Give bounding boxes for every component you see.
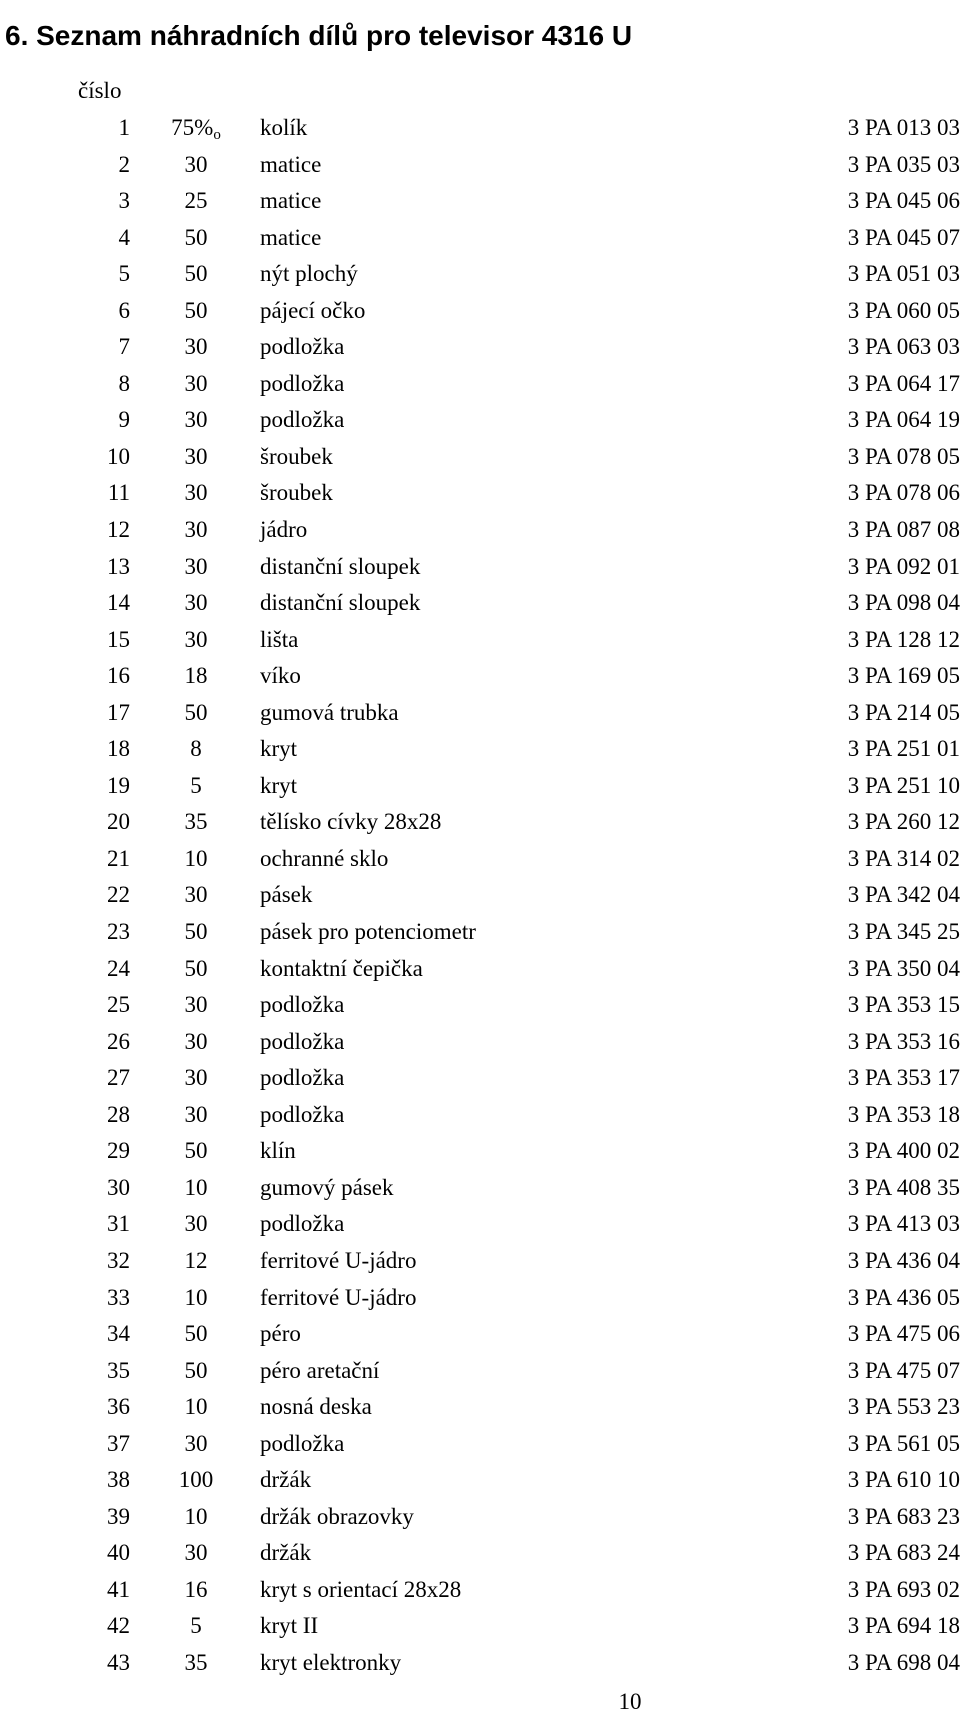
row-part-code: 3 PA 128 12 [847, 626, 960, 652]
row-part-name: péro [260, 1321, 301, 1347]
row-number: 17 [107, 699, 130, 725]
row-part-name: nosná deska [260, 1394, 372, 1420]
row-quantity [165, 1353, 227, 1389]
row-number: 35 [107, 1357, 130, 1383]
row-quantity [165, 475, 227, 511]
row-quantity [165, 1572, 227, 1608]
row-part-code: 3 PA 553 23 [847, 1394, 960, 1420]
row-quantity-value: 30 [184, 992, 208, 1018]
row-quantity-value: 35 [184, 809, 208, 835]
row-quantity [165, 731, 227, 767]
row-part-code: 3 PA 350 04 [847, 955, 960, 981]
table-row [0, 585, 960, 622]
row-quantity [165, 914, 227, 950]
row-quantity-value: 50 [184, 1357, 208, 1383]
table-row [0, 512, 960, 549]
row-quantity [165, 329, 227, 365]
row-part-name: lišta [260, 626, 299, 652]
table-row [0, 1389, 960, 1426]
row-quantity [165, 1462, 227, 1498]
row-part-code: 3 PA 045 06 [847, 188, 960, 214]
row-number: 1 [118, 115, 130, 140]
table-row [0, 1060, 960, 1097]
row-quantity [165, 804, 227, 840]
row-quantity [165, 1097, 227, 1133]
row-quantity-value: 30 [184, 626, 208, 652]
row-part-code: 3 PA 078 06 [847, 480, 960, 506]
table-row [0, 147, 960, 184]
row-part-name: gumový pásek [260, 1174, 394, 1200]
row-quantity-value: 30 [184, 590, 208, 616]
row-quantity [165, 439, 227, 475]
row-number: 6 [118, 297, 130, 323]
row-quantity-value: 30 [184, 1101, 208, 1127]
page-number: 10 [618, 1689, 642, 1714]
row-part-name: držák [260, 1467, 312, 1493]
row-part-name: kryt elektronky [260, 1649, 402, 1675]
row-part-name: kryt II [260, 1613, 319, 1639]
row-part-code: 3 PA 408 35 [847, 1174, 960, 1200]
row-quantity-value: 18 [184, 663, 208, 689]
table-row [0, 183, 960, 220]
table-row [0, 293, 960, 330]
table-row [0, 1353, 960, 1390]
row-number: 42 [107, 1613, 130, 1639]
row-quantity-value: 30 [184, 334, 208, 360]
row-quantity-value: 10 [184, 1503, 208, 1529]
row-part-code: 3 PA 353 16 [847, 1028, 960, 1054]
row-part-code: 3 PA 092 01 [847, 553, 960, 579]
row-quantity-value: 30 [184, 553, 208, 579]
table-row [0, 329, 960, 366]
row-part-name: ferritové U-jádro [260, 1284, 417, 1310]
row-quantity-value: 5 [190, 1613, 202, 1639]
row-part-name: matice [260, 151, 322, 177]
row-quantity [165, 877, 227, 913]
row-quantity-value: 10 [184, 845, 208, 871]
row-quantity [165, 1389, 227, 1425]
table-row [0, 1316, 960, 1353]
row-part-name: distanční sloupek [260, 590, 421, 616]
row-quantity [165, 1024, 227, 1060]
row-part-name: ochranné sklo [260, 845, 389, 871]
row-quantity-value: 8 [190, 736, 202, 762]
row-quantity-value: 30 [184, 407, 208, 433]
table-row [0, 768, 960, 805]
row-part-code: 3 PA 251 10 [847, 772, 960, 798]
row-number: 41 [107, 1576, 130, 1602]
row-part-code: 3 PA 353 15 [847, 992, 960, 1018]
table-row [0, 366, 960, 403]
row-quantity [165, 622, 227, 658]
row-quantity [165, 695, 227, 731]
row-quantity-value: 30 [184, 1028, 208, 1054]
row-number: 9 [118, 407, 130, 433]
table-row [0, 549, 960, 586]
row-quantity-value: 30 [184, 1211, 208, 1237]
row-quantity [165, 293, 227, 329]
row-quantity [165, 1206, 227, 1242]
row-quantity-value: 35 [184, 1649, 208, 1675]
row-part-name: pájecí očko [260, 297, 366, 323]
table-row [0, 1024, 960, 1061]
row-number: 24 [107, 955, 130, 981]
table-row [0, 1645, 960, 1682]
row-quantity [165, 220, 227, 256]
row-part-name: podložka [260, 370, 345, 396]
row-part-name: šroubek [260, 443, 333, 469]
row-part-code: 3 PA 260 12 [847, 809, 960, 835]
table-row [0, 256, 960, 293]
row-quantity [165, 402, 227, 438]
row-quantity-value: 30 [184, 1540, 208, 1566]
row-quantity [165, 1133, 227, 1169]
row-part-name: podložka [260, 407, 345, 433]
table-row [0, 1170, 960, 1207]
row-number: 2 [118, 151, 130, 177]
row-part-code: 3 PA 353 17 [847, 1065, 960, 1091]
row-quantity [165, 1170, 227, 1206]
row-part-code: 3 PA 694 18 [847, 1613, 960, 1639]
row-part-code: 3 PA 683 24 [847, 1540, 960, 1566]
row-part-code: 3 PA 436 05 [847, 1284, 960, 1310]
row-quantity-value: 50 [184, 297, 208, 323]
table-row [0, 658, 960, 695]
row-quantity [165, 1280, 227, 1316]
row-part-code: 3 PA 400 02 [847, 1138, 960, 1164]
row-part-code: 3 PA 051 03 [847, 261, 960, 287]
row-part-name: podložka [260, 1101, 345, 1127]
row-number: 34 [107, 1321, 130, 1347]
row-part-code: 3 PA 045 07 [847, 224, 960, 250]
row-quantity-value: 12 [184, 1247, 208, 1273]
table-row [0, 1499, 960, 1536]
row-quantity-value: 50 [184, 1138, 208, 1164]
row-quantity [165, 183, 227, 219]
row-number: 14 [107, 590, 130, 616]
row-quantity-value: 10 [184, 1284, 208, 1310]
row-quantity-value: 16 [184, 1576, 208, 1602]
table-row [0, 914, 960, 951]
row-number: 12 [107, 517, 130, 543]
row-part-code: 3 PA 087 08 [847, 517, 960, 543]
row-number: 21 [107, 845, 130, 871]
row-quantity [165, 512, 227, 548]
row-quantity-value: 100 [178, 1467, 214, 1493]
table-row [0, 1535, 960, 1572]
table-row [0, 1206, 960, 1243]
row-part-name: držák [260, 1540, 312, 1566]
table-row [0, 731, 960, 768]
row-quantity [165, 658, 227, 694]
row-number: 32 [107, 1247, 130, 1273]
column-header-number: číslo [78, 78, 122, 103]
row-part-name: podložka [260, 1028, 345, 1054]
row-number: 31 [107, 1211, 130, 1237]
row-number: 30 [107, 1174, 130, 1200]
table-row [0, 1426, 960, 1463]
row-quantity [165, 1426, 227, 1462]
row-number: 39 [107, 1503, 130, 1529]
row-part-code: 3 PA 345 25 [847, 919, 960, 945]
row-part-code: 3 PA 342 04 [847, 882, 960, 908]
row-quantity [165, 585, 227, 621]
row-part-code: 3 PA 561 05 [847, 1430, 960, 1456]
row-quantity [165, 987, 227, 1023]
row-quantity-value: 10 [184, 1394, 208, 1420]
row-part-code: 3 PA 214 05 [847, 699, 960, 725]
table-row [0, 695, 960, 732]
row-number: 40 [107, 1540, 130, 1566]
row-number: 38 [107, 1467, 130, 1493]
row-part-code: 3 PA 060 05 [847, 297, 960, 323]
table-row [0, 1608, 960, 1645]
table-row [0, 951, 960, 988]
row-quantity-value: 50 [184, 224, 208, 250]
row-quantity-value: 10 [184, 1174, 208, 1200]
row-part-name: kryt [260, 772, 298, 798]
row-part-code: 3 PA 169 05 [847, 663, 960, 689]
row-quantity-value: 50 [184, 699, 208, 725]
row-quantity [165, 951, 227, 987]
row-part-name: matice [260, 188, 322, 214]
row-number: 7 [118, 334, 130, 360]
row-quantity [165, 1243, 227, 1279]
table-row [0, 402, 960, 439]
row-quantity [165, 1645, 227, 1681]
table-row [0, 1133, 960, 1170]
table-row [0, 1572, 960, 1609]
row-number: 13 [107, 553, 130, 579]
row-number: 15 [107, 626, 130, 652]
row-quantity [165, 549, 227, 585]
row-number: 26 [107, 1028, 130, 1054]
row-part-name: tělísko cívky 28x28 [260, 809, 442, 835]
table-row [0, 1097, 960, 1134]
row-part-code: 3 PA 436 04 [847, 1247, 960, 1273]
row-part-name: kolík [260, 115, 308, 140]
row-quantity [165, 768, 227, 804]
row-part-name: podložka [260, 1430, 345, 1456]
row-quantity-value: 30 [184, 480, 208, 506]
table-row [0, 804, 960, 841]
row-part-code: 3 PA 013 03 [847, 115, 960, 140]
row-quantity-value: 30 [184, 1065, 208, 1091]
row-number: 27 [107, 1065, 130, 1091]
row-quantity-value: 50 [184, 261, 208, 287]
row-quantity-value: 50 [184, 1321, 208, 1347]
row-quantity-value: 50 [184, 919, 208, 945]
row-part-code: 3 PA 064 17 [847, 370, 960, 396]
row-part-code: 3 PA 693 02 [847, 1576, 960, 1602]
row-part-code: 3 PA 063 03 [847, 334, 960, 360]
row-part-name: podložka [260, 992, 345, 1018]
row-part-code: 3 PA 475 06 [847, 1321, 960, 1347]
row-number: 37 [107, 1430, 130, 1456]
row-quantity-value: 30 [184, 443, 208, 469]
row-quantity [165, 147, 227, 183]
row-quantity-value: 30 [184, 151, 208, 177]
row-part-code: 3 PA 064 19 [847, 407, 960, 433]
row-number: 36 [107, 1394, 130, 1420]
row-number: 28 [107, 1101, 130, 1127]
row-number: 23 [107, 919, 130, 945]
row-number: 10 [107, 443, 130, 469]
table-row [0, 110, 960, 147]
row-part-name: pásek pro potenciometr [260, 919, 476, 945]
row-part-name: matice [260, 224, 322, 250]
row-part-name: péro aretační [260, 1357, 380, 1383]
row-quantity-value: 75% [171, 115, 214, 140]
row-quantity-subscript: o [213, 127, 221, 143]
row-part-name: podložka [260, 1065, 345, 1091]
row-part-name: nýt plochý [260, 261, 358, 287]
row-number: 33 [107, 1284, 130, 1310]
table-row [0, 220, 960, 257]
row-part-code: 3 PA 078 05 [847, 443, 960, 469]
row-part-name: distanční sloupek [260, 553, 421, 579]
row-quantity [165, 1499, 227, 1535]
row-number: 19 [107, 772, 130, 798]
row-number: 5 [118, 261, 130, 287]
row-part-code: 3 PA 035 03 [847, 151, 960, 177]
row-part-name: kontaktní čepička [260, 955, 423, 981]
row-quantity-value: 30 [184, 882, 208, 908]
table-row [0, 622, 960, 659]
row-quantity-value: 50 [184, 955, 208, 981]
row-part-code: 3 PA 610 10 [847, 1467, 960, 1493]
table-row [0, 439, 960, 476]
row-quantity-value: 30 [184, 370, 208, 396]
row-quantity [165, 1535, 227, 1571]
row-part-name: pásek [260, 882, 313, 908]
row-quantity [165, 1060, 227, 1096]
row-number: 3 [118, 188, 130, 214]
row-number: 8 [118, 370, 130, 396]
row-quantity-value: 25 [184, 188, 208, 214]
row-part-code: 3 PA 475 07 [847, 1357, 960, 1383]
row-part-name: podložka [260, 334, 345, 360]
row-number: 29 [107, 1138, 130, 1164]
row-part-name: držák obrazovky [260, 1503, 414, 1529]
row-quantity-value: 30 [184, 1430, 208, 1456]
table-row [0, 1462, 960, 1499]
row-part-code: 3 PA 683 23 [847, 1503, 960, 1529]
row-part-code: 3 PA 413 03 [847, 1211, 960, 1237]
row-part-code: 3 PA 353 18 [847, 1101, 960, 1127]
row-quantity [165, 1316, 227, 1352]
row-part-name: kryt s orientací 28x28 [260, 1576, 462, 1602]
row-number: 4 [118, 224, 130, 250]
row-quantity [165, 1608, 227, 1644]
row-quantity [165, 366, 227, 402]
parts-table [0, 110, 960, 1682]
row-number: 43 [107, 1649, 130, 1675]
row-number: 18 [107, 736, 130, 762]
row-number: 22 [107, 882, 130, 908]
row-part-code: 3 PA 698 04 [847, 1649, 960, 1675]
row-part-name: ferritové U-jádro [260, 1247, 417, 1273]
row-part-name: gumová trubka [260, 699, 399, 725]
row-number: 11 [107, 480, 130, 506]
table-row [0, 841, 960, 878]
row-part-code: 3 PA 251 01 [847, 736, 960, 762]
row-part-name: víko [260, 663, 301, 689]
row-quantity [165, 256, 227, 292]
row-quantity-value: 30 [184, 517, 208, 543]
table-row [0, 475, 960, 512]
row-number: 20 [107, 809, 130, 835]
page-title: 6. Seznam náhradních dílů pro televisor 4316 U [5, 19, 633, 51]
row-part-name: šroubek [260, 480, 333, 506]
row-number: 16 [107, 663, 130, 689]
table-row [0, 1280, 960, 1317]
row-part-name: jádro [260, 517, 308, 543]
row-part-name: klín [260, 1138, 296, 1164]
row-part-code: 3 PA 098 04 [847, 590, 960, 616]
row-part-name: kryt [260, 736, 298, 762]
row-number: 25 [107, 992, 130, 1018]
table-row [0, 987, 960, 1024]
row-part-name: podložka [260, 1211, 345, 1237]
table-row [0, 1243, 960, 1280]
row-quantity-value: 5 [190, 772, 202, 798]
table-row [0, 877, 960, 914]
row-quantity [165, 841, 227, 877]
row-part-code: 3 PA 314 02 [847, 845, 960, 871]
